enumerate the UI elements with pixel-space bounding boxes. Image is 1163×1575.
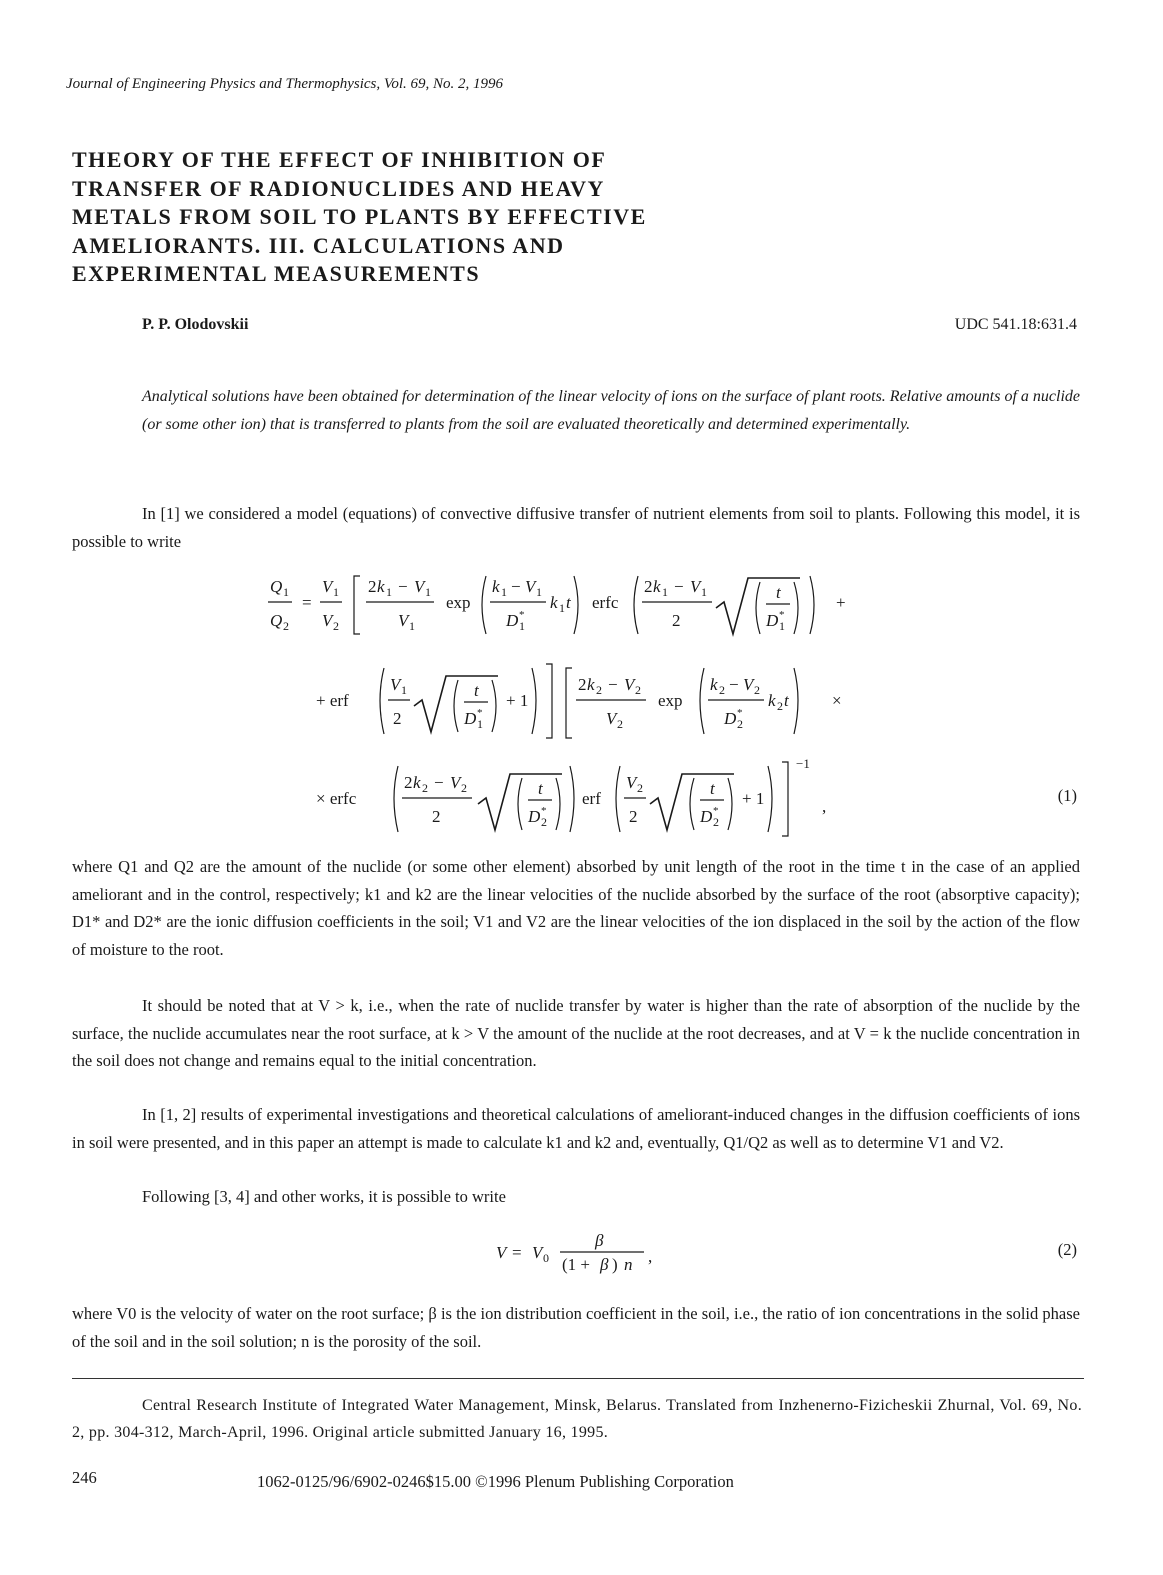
svg-text:2: 2 (637, 781, 643, 795)
article-title (72, 146, 772, 289)
svg-text:V: V (398, 611, 409, 630)
svg-text:−: − (511, 577, 521, 596)
svg-text:V: V (624, 675, 635, 694)
svg-text:2: 2 (393, 709, 402, 728)
svg-text:D: D (700, 807, 713, 826)
page-number: 246 (72, 1468, 97, 1487)
svg-text:V: V (606, 709, 617, 728)
svg-text:D: D (528, 807, 541, 826)
svg-text:2: 2 (777, 699, 783, 713)
svg-text:1: 1 (501, 585, 507, 599)
svg-text:1: 1 (386, 585, 392, 599)
svg-text:2: 2 (713, 815, 719, 829)
svg-text:k: k (550, 593, 558, 612)
copyright-line: 1062-0125/96/6902-0246$15.00 ©1996 Plenum Publishing Corporation (257, 1472, 734, 1491)
svg-text:2: 2 (672, 611, 681, 630)
svg-text:exp: exp (658, 691, 683, 710)
svg-text:V: V (450, 773, 461, 792)
svg-text:exp: exp (446, 593, 471, 612)
svg-text:V: V (626, 773, 637, 792)
results-paragraph: In [1, 2] results of experimental investigations and theoretical calculations of ameliorant-induced changes in the diffusion coefficients of ions in soil were presented, and in this paper an attempt is made to calculate k1 and k2 and, eventually, Q1/Q2 as well as to determine V1 and V2. (72, 1105, 1080, 1152)
svg-text:=: = (512, 1243, 522, 1262)
equation-1-graphic (0, 568, 1163, 848)
svg-text:2: 2 (629, 807, 638, 826)
svg-text:V: V (322, 577, 333, 596)
svg-text:=: = (302, 593, 312, 612)
svg-text:1: 1 (283, 585, 289, 599)
svg-text:t: t (784, 691, 789, 710)
title-line: METALS FROM SOIL TO PLANTS BY EFFECTIVE (72, 204, 647, 229)
svg-text:V: V (390, 675, 401, 694)
svg-text:*: * (519, 609, 525, 621)
svg-text:1: 1 (779, 619, 785, 633)
equation-1-number: (1) (1057, 786, 1077, 805)
svg-text:V: V (525, 577, 536, 596)
svg-text:,: , (822, 797, 827, 816)
footnote: Central Research Institute of Integrated Water Management, Minsk, Belarus. Translated from Inzhenerno-Fizicheskii Zhurnal, Vol. 69, No. 2, pp. 304-312, March-April, 1996. Original article submitted January 16, 1995. (72, 1397, 1082, 1441)
svg-text:−: − (608, 675, 618, 694)
svg-text:k: k (768, 691, 776, 710)
svg-text:2: 2 (737, 717, 743, 731)
svg-text:V: V (690, 577, 701, 596)
svg-text:V: V (322, 611, 333, 630)
svg-text:2: 2 (635, 683, 641, 697)
svg-text:): ) (612, 1255, 618, 1274)
svg-text:(1 +: (1 + (562, 1255, 590, 1274)
svg-text:t: t (538, 779, 543, 798)
svg-text:erf: erf (582, 789, 601, 808)
equation-2 (0, 1228, 1163, 1288)
svg-text:2: 2 (333, 619, 339, 633)
svg-text:V: V (496, 1243, 507, 1262)
svg-text:+ 1: + 1 (506, 691, 529, 710)
svg-text:1: 1 (401, 683, 407, 697)
svg-text:2: 2 (283, 619, 289, 633)
svg-text:0: 0 (543, 1251, 549, 1265)
svg-text:k: k (492, 577, 500, 596)
svg-text:2: 2 (617, 717, 623, 731)
svg-text:1: 1 (536, 585, 542, 599)
svg-text:*: * (737, 707, 743, 719)
svg-text:D: D (766, 611, 779, 630)
svg-text:+ erf: + erf (316, 691, 349, 710)
where-paragraph: where Q1 and Q2 are the amount of the nuclide (or some other element) absorbed by unit length of the root in the time t in the case of an applied ameliorant and in the control, respectively; k1 and k2 are the linear velocities of the nuclide absorbed by the surface of the root (absorptive capacity); D1* and D2* are the ionic diffusion coefficients in the soil; V1 and V2 are the linear velocities of the ion displaced in the soil by the action of the flow of moisture to the root. (72, 857, 1080, 959)
svg-text:*: * (779, 609, 785, 621)
svg-text:+ 1: + 1 (742, 789, 765, 808)
svg-text:,: , (648, 1247, 653, 1266)
abstract: Analytical solutions have been obtained for determination of the linear velocity of ions on the surface of plant roots. Relative amounts of a nuclide (or some other ion) that is transferred to plants from the soil are evaluated theoretically and determined experimentally. (142, 388, 1080, 433)
svg-text:1: 1 (559, 601, 565, 615)
svg-text:× erfc: × erfc (316, 789, 357, 808)
svg-text:*: * (477, 707, 483, 719)
svg-text:2: 2 (422, 781, 428, 795)
svg-text:t: t (474, 681, 479, 700)
svg-text:1: 1 (477, 717, 483, 731)
svg-text:2: 2 (461, 781, 467, 795)
author-name: P. P. Olodovskii (142, 316, 249, 333)
svg-text:1: 1 (701, 585, 707, 599)
svg-text:k: k (587, 675, 595, 694)
svg-text:2: 2 (644, 577, 653, 596)
title-line: AMELIORANTS. III. CALCULATIONS AND (72, 232, 565, 258)
svg-text:2: 2 (754, 683, 760, 697)
svg-text:Q: Q (270, 611, 283, 630)
svg-text:V: V (743, 675, 754, 694)
svg-text:*: * (541, 805, 547, 817)
title-line: EXPERIMENTAL MEASUREMENTS (72, 261, 481, 286)
svg-text:n: n (624, 1255, 633, 1274)
svg-text:1: 1 (425, 585, 431, 599)
velocity-paragraph: where V0 is the velocity of water on the root surface; β is the ion distribution coefficient in the soil, i.e., the ratio of ion concentrations in the solid phase of the soil and in the soil solution; n is the porosity of the soil. (72, 1304, 1080, 1351)
svg-text:−: − (674, 577, 684, 596)
svg-text:+: + (836, 593, 846, 612)
equation-2-graphic (0, 1228, 1163, 1288)
svg-text:k: k (710, 675, 718, 694)
equation-2-number: (2) (1057, 1240, 1077, 1259)
svg-text:2: 2 (368, 577, 377, 596)
svg-text:β: β (595, 1231, 604, 1250)
svg-text:t: t (566, 593, 571, 612)
svg-text:D: D (464, 709, 477, 728)
svg-text:β: β (600, 1255, 609, 1274)
udc-code: UDC 541.18:631.4 (954, 316, 1077, 333)
svg-text:k: k (653, 577, 661, 596)
svg-text:t: t (776, 583, 781, 602)
title-line: TRANSFER OF RADIONUCLIDES AND HEAVY (72, 175, 605, 201)
svg-text:Q: Q (270, 577, 283, 596)
svg-text:2: 2 (541, 815, 547, 829)
svg-text:*: * (713, 805, 719, 817)
svg-text:2: 2 (578, 675, 587, 694)
noted-paragraph: It should be noted that at V > k, i.e., when the rate of nuclide transfer by water is higher than the rate of absorption of the nuclide by the surface, the nuclide accumulates near the root surface, at k > V the amount of the nuclide at the root decreases, and at V = k the nuclide concentration in the soil does not change and remains equal to the initial concentration. (72, 996, 1080, 1070)
svg-text:2: 2 (719, 683, 725, 697)
svg-text:1: 1 (409, 619, 415, 633)
journal-reference: Journal of Engineering Physics and Thermophysics, Vol. 69, No. 2, 1996 (66, 76, 504, 92)
svg-text:V: V (532, 1243, 543, 1262)
title-line: THEORY OF THE EFFECT OF INHIBITION OF (72, 147, 607, 172)
svg-text:k: k (377, 577, 385, 596)
equation-1 (0, 568, 1163, 848)
svg-text:2: 2 (404, 773, 413, 792)
svg-text:t: t (710, 779, 715, 798)
footnote-divider (72, 1378, 1084, 1379)
svg-text:1: 1 (333, 585, 339, 599)
svg-text:1: 1 (519, 619, 525, 633)
svg-text:erfc: erfc (592, 593, 619, 612)
svg-text:D: D (506, 611, 519, 630)
svg-text:−: − (434, 773, 444, 792)
svg-text:k: k (413, 773, 421, 792)
svg-text:−: − (398, 577, 408, 596)
svg-text:×: × (832, 691, 842, 710)
svg-text:−1: −1 (796, 756, 810, 771)
svg-text:2: 2 (596, 683, 602, 697)
following-paragraph: Following [3, 4] and other works, it is possible to write (142, 1187, 506, 1206)
svg-text:1: 1 (662, 585, 668, 599)
svg-text:−: − (729, 675, 739, 694)
svg-text:D: D (724, 709, 737, 728)
svg-text:2: 2 (432, 807, 441, 826)
intro-paragraph: In [1] we considered a model (equations) of convective diffusive transfer of nutrient elements from soil to plants. Following this model, it is possible to write (72, 504, 1080, 551)
svg-text:V: V (414, 577, 425, 596)
